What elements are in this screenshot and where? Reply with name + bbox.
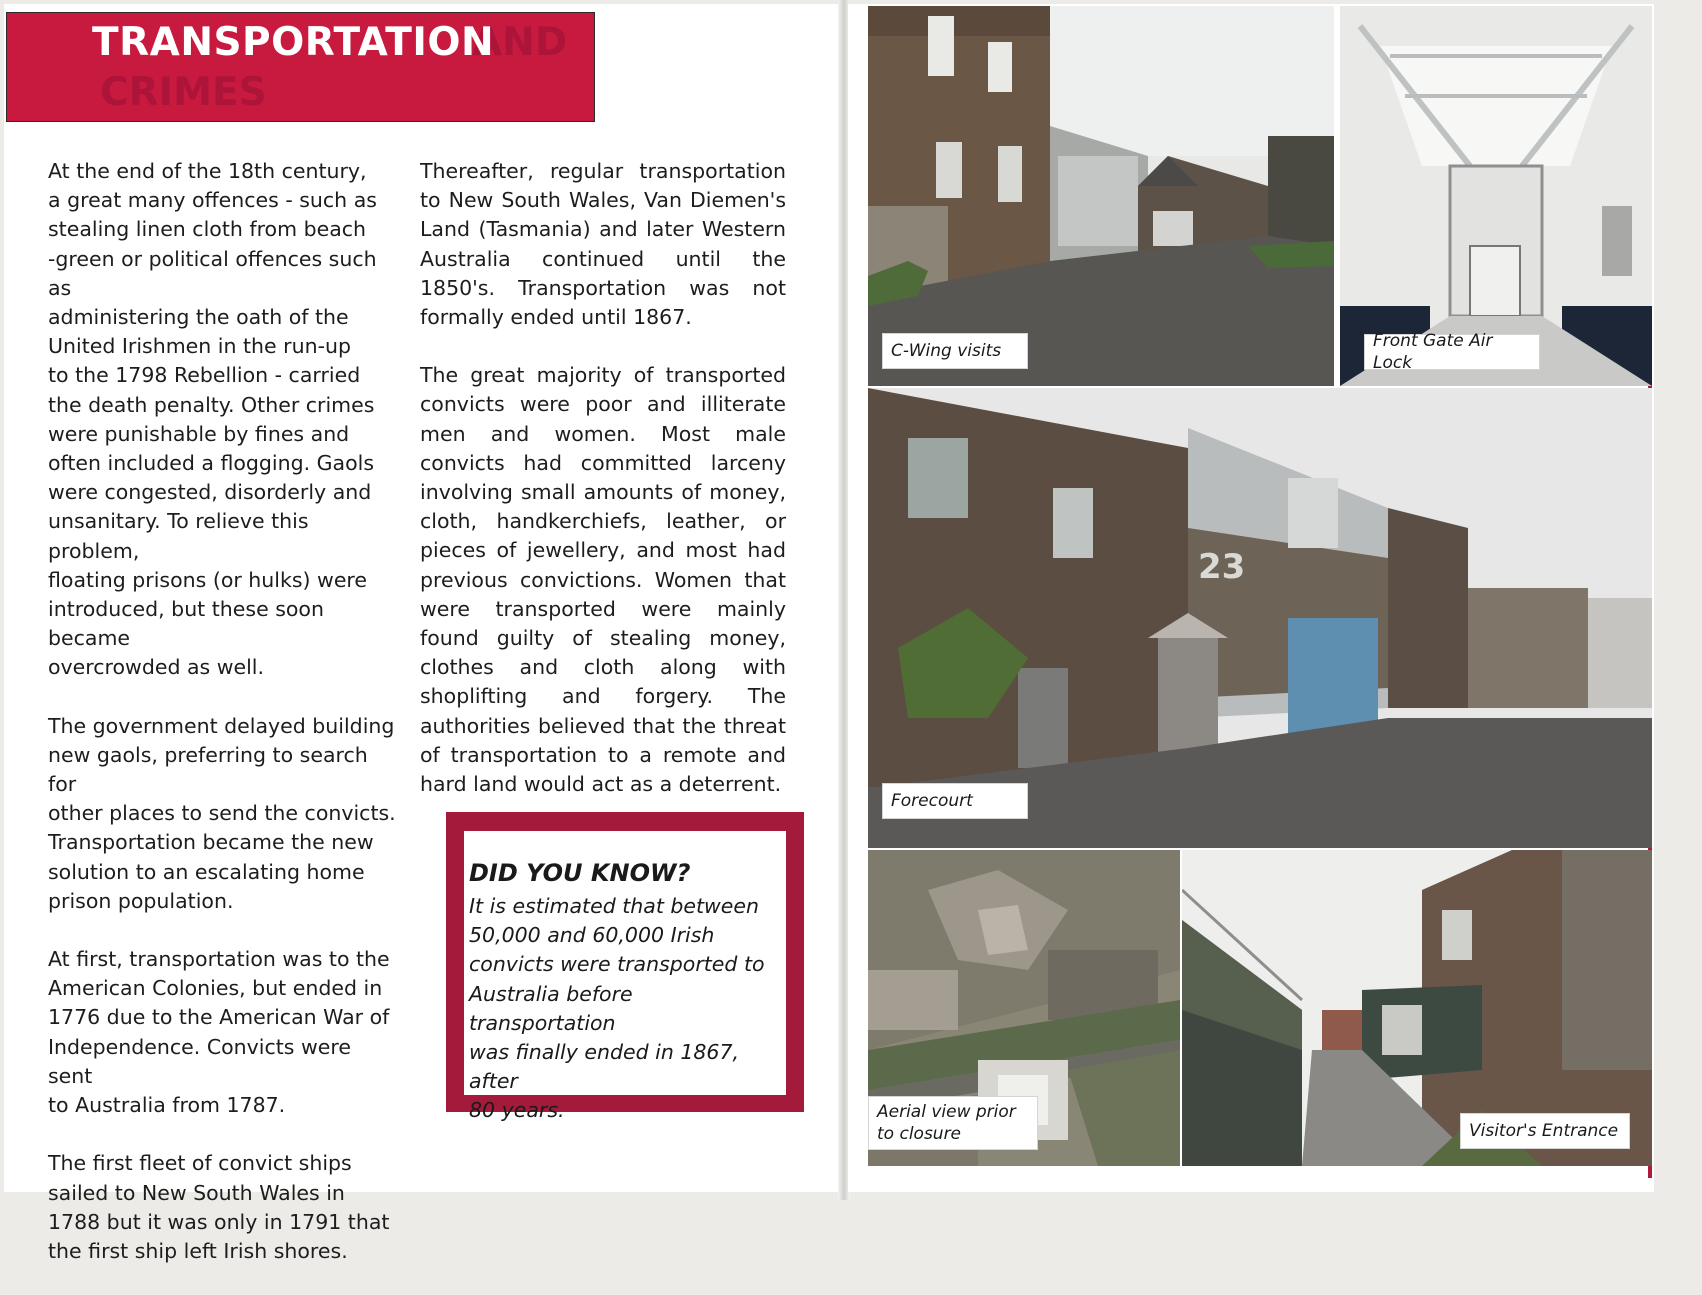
caption-c-wing: C-Wing visits: [882, 333, 1028, 369]
svg-text:23: 23: [1198, 547, 1246, 587]
paragraph: The great majority of transported convicts were poor and illiterate men and women. Most male convicts had committed larceny involving small amounts of money, cloth, handkerchiefs, leather, or pieces of jewellery, and most had previous convictions. Women that were transported were mainly found guilty of stealing money, clothes and cloth along with shoplifting and forgery. The authorities believed that the threat of transportation to a remote and hard land would act as a deterrent.: [420, 363, 786, 797]
caption-front-gate-air-lock: Front Gate Air Lock: [1364, 334, 1540, 370]
photo-forecourt: [868, 388, 1652, 848]
text-column-left: [48, 157, 398, 1295]
title-ghost-text: AND: [472, 20, 568, 65]
caption-aerial-line2: to closure: [877, 1124, 962, 1144]
did-you-know-text: It is estimated that between 50,000 and 60,000 Irish convicts were transported to Australia before transportation was finally ended in 1867, after 80 years.: [469, 894, 765, 1123]
paragraph: Thereafter, regular transportation to New South Wales, Van Diemen's Land (Tasmania) and later Western Australia continued until the 1850's. Transportation was not formally ended until 1867.: [420, 159, 786, 330]
text-column-right: [420, 157, 786, 828]
caption-forecourt: Forecourt: [882, 783, 1028, 819]
title-ghost-text-line2: CRIMES: [100, 70, 267, 115]
paragraph: The first fleet of convict ships sailed to New South Wales in 1788 but it was only in 1791 that the first ship left Irish shores.: [48, 1151, 390, 1263]
page-title: TRANSPORTATION: [92, 20, 495, 65]
paragraph: The government delayed building new gaols, preferring to search for other places to send the convicts. Transportation became the new solution to an escalating home prison population.: [48, 713, 396, 913]
photo-front-gate-air-lock: [1340, 6, 1652, 386]
paragraph: At the end of the 18th century, a great many offences - such as stealing linen cloth from beach -green or political offences such as administering the oath of the United Irishmen in the run-up to the 1798 Rebellion - carried the death penalty. Other crimes were punishable by fines and often included a flogging. Gaols were congested, disorderly and unsanitary. To relieve this problem, floating prisons (or hulks) were introduced, but these soon became overcrowded as well.: [48, 159, 377, 680]
caption-aerial-view: [868, 1096, 1038, 1150]
did-you-know-title: DID YOU KNOW?: [469, 859, 691, 887]
photo-c-wing: [868, 6, 1334, 386]
paragraph: At first, transportation was to the American Colonies, but ended in 1776 due to the American War of Independence. Convicts were sent to Australia from 1787.: [48, 947, 390, 1118]
caption-aerial-line1: Aerial view prior: [877, 1102, 1016, 1122]
caption-visitors-entrance: Visitor's Entrance: [1460, 1113, 1630, 1149]
